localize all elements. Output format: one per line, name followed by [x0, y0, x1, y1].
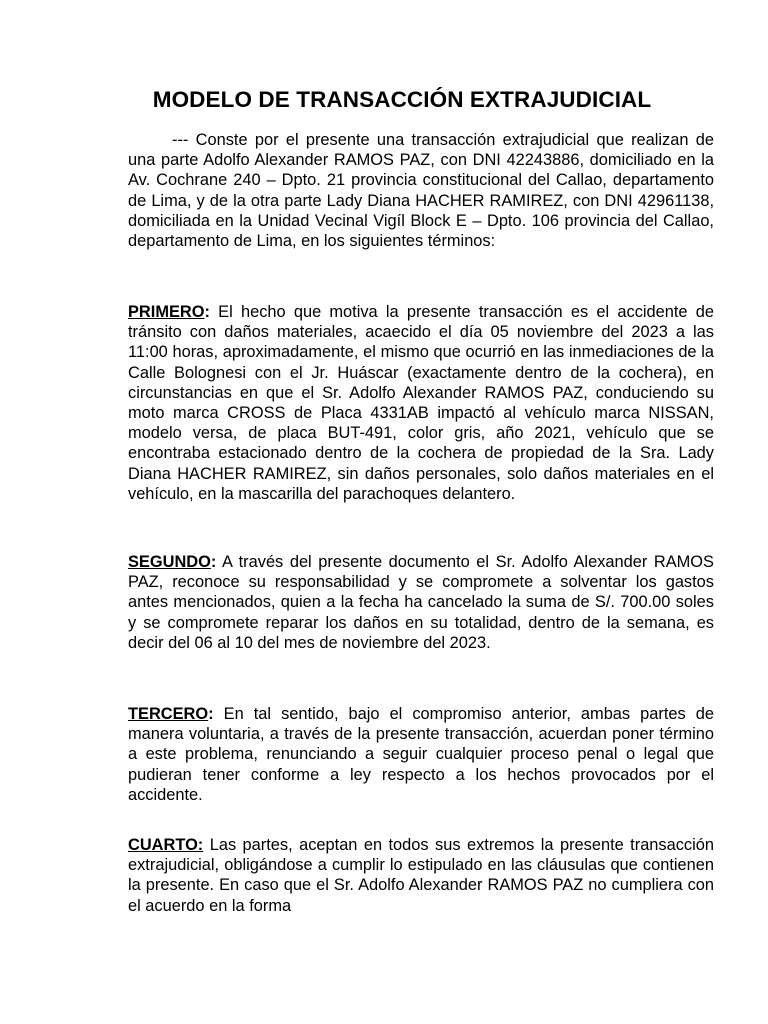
clause-text: Las partes, aceptan en todos sus extremos la presente transacción extrajudicial, obligándose a cumplir lo estipulado en las cláusulas que contienen la presente. En caso que el Sr. Adolfo Alexander RAMOS PAZ no cumpliera con el acuerdo en la forma — [128, 836, 714, 915]
clause-heading: SEGUNDO — [128, 553, 211, 571]
clause-heading: PRIMERO — [128, 303, 205, 321]
clause-tercero — [128, 704, 714, 805]
clause-primero — [128, 302, 714, 504]
clause-cuarto — [128, 835, 714, 916]
clause-heading-colon: : — [208, 705, 214, 723]
clause-heading-colon: : — [210, 553, 217, 571]
clause-heading-colon: : — [204, 303, 210, 321]
document-title: MODELO DE TRANSACCIÓN EXTRAJUDICIAL — [152, 87, 652, 112]
clause-text: A través del presente documento el Sr. Adolfo Alexander RAMOS PAZ, reconoce su responsabilidad y se compromete a solventar los gastos antes mencionados, quien a la fecha ha cancelado la suma de S/. 700.00 soles y se compromete reparar los daños en su totalidad, dentro de la semana, es decir del 06 al 10 del mes de noviembre del 2023. — [128, 553, 714, 652]
intro-dashes: --- — [172, 131, 189, 149]
intro-text: Conste por el presente una transacción extrajudicial que realizan de una parte Adolfo Alexander RAMOS PAZ, con DNI 42243886, domiciliado en la Av. Cochrane 240 – Dpto. 21 provincia constitucional del Callao, departamento de Lima, y de la otra parte Lady Diana HACHER RAMIREZ, con DNI 42961138, domiciliada en la Unidad Vecinal Vigíl Block E – Dpto. 106 provincia del Callao, departamento de Lima, en los siguientes términos: — [128, 131, 714, 251]
clause-text: El hecho que motiva la presente transacción es el accidente de tránsito con daños materiales, acaecido el día 05 noviembre del 2023 a las 11:00 horas, aproximadamente, el mismo que ocurrió en las inmediaciones de la Calle Bolognesi con el Jr. Huáscar (exactamente dentro de la cochera), en circunstancias en que el Sr. Adolfo Alexander RAMOS PAZ, conduciendo su moto marca CROSS de Placa 4331AB impactó al vehículo marca NISSAN, modelo versa, de placa BUT-491, color gris, año 2021, vehículo que se encontraba estacionado dentro de la cochera de propiedad de la Sra. Lady Diana HACHER RAMIREZ, sin daños personales, solo daños materiales en el vehículo, en la mascarilla del parachoques delantero. — [128, 303, 714, 503]
clause-text: En tal sentido, bajo el compromiso anterior, ambas partes de manera voluntaria, a través de la presente transacción, acuerdan poner término a este problema, renunciando a seguir cualquier proceso penal o legal que pudieran tener conforme a ley respecto a los hechos provocados por el accidente. — [128, 705, 714, 804]
clause-heading: TERCERO — [128, 705, 209, 723]
clause-heading: CUARTO: — [128, 836, 204, 854]
clause-segundo — [128, 552, 714, 653]
intro-paragraph — [128, 130, 714, 251]
